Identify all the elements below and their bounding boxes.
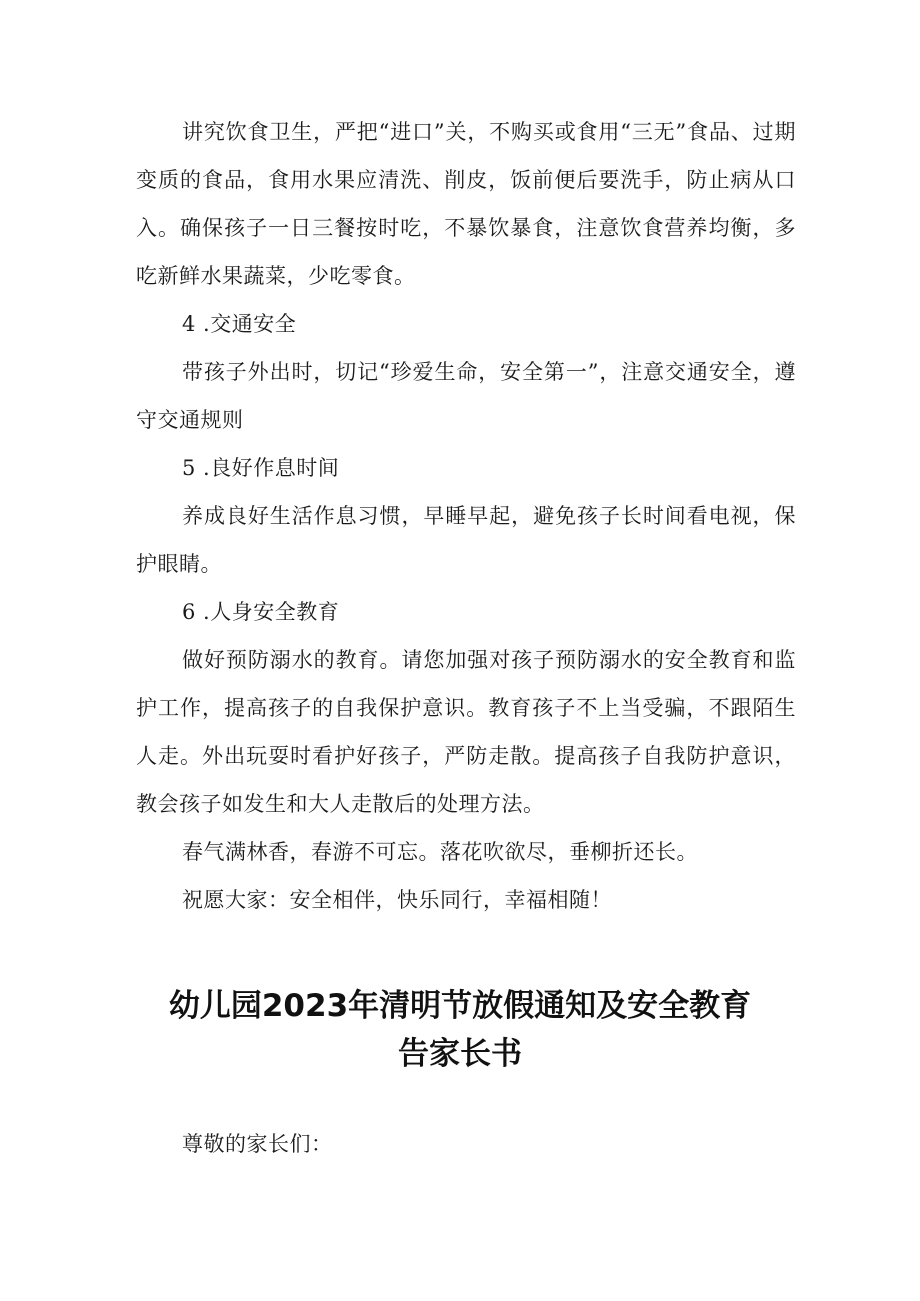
notice-title-line-1: 幼儿园2023年清明节放假通知及安全教育 — [168, 988, 752, 1024]
rest-schedule-heading: 5 .良好作息时间 — [182, 456, 340, 480]
closing-wish-line: 祝愿大家：安全相伴，快乐同行，幸福相随！ — [182, 888, 612, 912]
traffic-safety-paragraph: 带孩子外出时，切记“珍爱生命，安全第一”，注意交通安全，遵守交通规则 — [136, 360, 796, 432]
food-safety-paragraph: 讲究饮食卫生，严把“进口”关，不购买或食用“三无”食品、过期变质的食品，食用水果应清洗、削皮，饭前便后要洗手，防止病从口入。确保孩子一日三餐按时吃，不暴饮暴食，注意饮食营养均衡，多吃新鲜水果蔬菜，少吃零食。 — [136, 120, 796, 288]
spring-poem-line: 春气满林香，春游不可忘。落花吹欲尽，垂柳折还长。 — [182, 840, 698, 864]
notice-title-line-2: 告家长书 — [398, 1036, 522, 1072]
personal-safety-heading: 6 .人身安全教育 — [182, 600, 340, 624]
traffic-safety-heading: 4 .交通安全 — [182, 312, 297, 336]
rest-schedule-paragraph: 养成良好生活作息习惯，早睡早起，避免孩子长时间看电视，保护眼睛。 — [136, 504, 796, 576]
greeting-line: 尊敬的家长们： — [182, 1132, 333, 1156]
personal-safety-paragraph: 做好预防溺水的教育。请您加强对孩子预防溺水的安全教育和监护工作，提高孩子的自我保护意识。教育孩子不上当受骗，不跟陌生人走。外出玩耍时看护好孩子，严防走散。提高孩子自我防护意识，教会孩子如发生和大人走散后的处理方法。 — [136, 648, 796, 816]
